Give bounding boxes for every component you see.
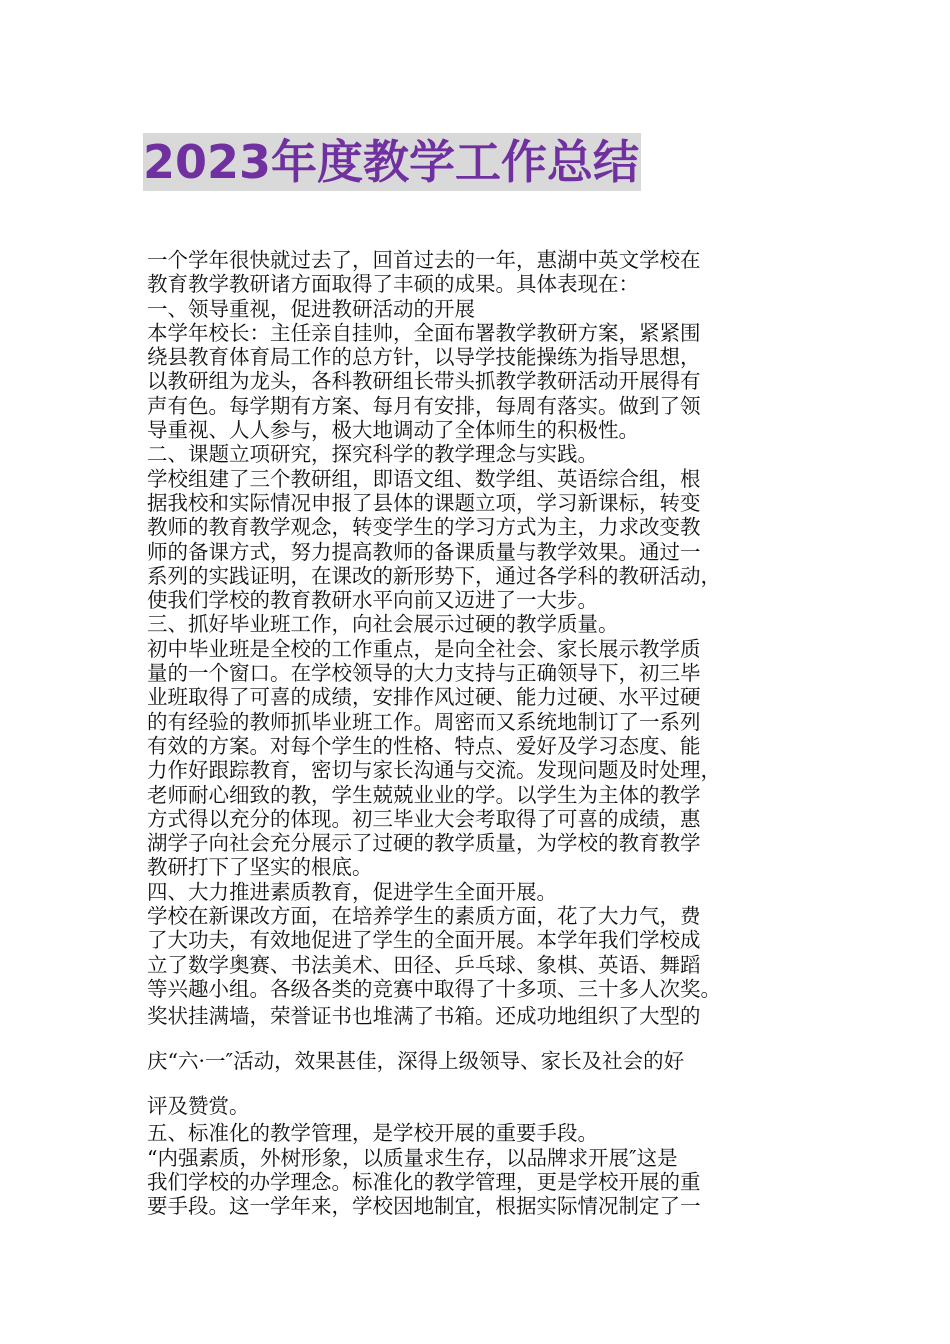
- paragraph-line: 要手段。这一学年来，学校因地制宜，根据实际情况制定了一: [147, 1194, 701, 1219]
- paragraph-line: 立了数学奥赛、书法美术、田径、乒乓球、象棋、英语、舞蹈: [147, 952, 701, 977]
- paragraph-line: 评及赞赏。: [147, 1094, 250, 1119]
- paragraph-line: 导重视、人人参与，极大地调动了全体师生的积极性。: [147, 418, 639, 443]
- title-highlight: [143, 133, 641, 191]
- paragraph-line: 师的备课方式，努力提高教师的备课质量与教学效果。通过一: [147, 539, 701, 564]
- paragraph-line: 据我校和实际情况申报了县体的课题立项，学习新课标，转变: [147, 490, 701, 515]
- paragraph-line: 奖状挂满墙，荣誉证书也堆满了书箱。还成功地组织了大型的: [147, 1004, 701, 1029]
- paragraph-line: 教育教学教研诸方面取得了丰硕的成果。具体表现在：: [147, 272, 639, 297]
- document-title: 2023年度教学工作总结: [143, 135, 640, 189]
- paragraph-line: 庆“六·一″活动，效果甚佳，深得上级领导、家长及社会的好: [147, 1049, 685, 1074]
- paragraph-line: 三、抓好毕业班工作，向社会展示过硬的教学质量。: [147, 612, 619, 637]
- paragraph-line: 学校在新课改方面，在培养学生的素质方面，花了大力气，费: [147, 904, 701, 929]
- paragraph-line: 学校组建了三个教研组，即语文组、数学组、英语综合组，根: [147, 466, 701, 491]
- paragraph-line: 湖学子向社会充分展示了过硬的教学质量，为学校的教育教学: [147, 831, 701, 856]
- paragraph-line: 一个学年很快就过去了，回首过去的一年，惠湖中英文学校在: [147, 248, 701, 272]
- paragraph-line: 初中毕业班是全校的工作重点，是向全社会、家长展示教学质: [147, 636, 701, 661]
- paragraph-line: 以教研组为龙头，各科教研组长带头抓教学教研活动开展得有: [147, 369, 701, 394]
- paragraph-line: 系列的实践证明，在课改的新形势下，通过各学科的教研活动，: [147, 563, 721, 588]
- paragraph-line: 等兴趣小组。各级各类的竞赛中取得了十多项、三十多人次奖。: [147, 976, 721, 1001]
- paragraph-line: 方式得以充分的体现。初三毕业大会考取得了可喜的成绩，惠: [147, 806, 701, 831]
- paragraph-line: 的有经验的教师抓毕业班工作。周密而又系统地制订了一系列: [147, 709, 701, 734]
- paragraph-line: 力作好跟踪教育，密切与家长沟通与交流。发现问题及时处理，: [147, 758, 721, 783]
- paragraph-line: 一、领导重视，促进教研活动的开展: [147, 296, 475, 321]
- paragraph-line: 绕县教育体育局工作的总方针，以导学技能操练为指导思想，: [147, 345, 701, 370]
- paragraph-line: 四、大力推进素质教育，促进学生全面开展。: [147, 879, 557, 904]
- paragraph-line: 我们学校的办学理念。标准化的教学管理，更是学校开展的重: [147, 1169, 701, 1194]
- paragraph-line: 使我们学校的教育教研水平向前又迈进了一大步。: [147, 588, 598, 613]
- document-body: [147, 248, 811, 1218]
- paragraph-line: 量的一个窗口。在学校领导的大力支持与正确领导下，初三毕: [147, 661, 701, 686]
- paragraph-line: 了大功夫，有效地促进了学生的全面开展。本学年我们学校成: [147, 928, 701, 953]
- paragraph-line: 五、标准化的教学管理，是学校开展的重要手段。: [147, 1121, 598, 1146]
- paragraph-line: 本学年校长：主任亲自挂帅，全面布署教学教研方案，紧紧围: [147, 320, 701, 345]
- paragraph-line: 教师的教育教学观念，转变学生的学习方式为主，力求改变教: [147, 515, 701, 540]
- paragraph-line: 教研打下了坚实的根底。: [147, 855, 373, 880]
- paragraph-line: 老师耐心细致的教，学生兢兢业业的学。以学生为主体的教学: [147, 782, 701, 807]
- paragraph-line: “内强素质，外树形象，以质量求生存，以品牌求开展″这是: [147, 1145, 678, 1170]
- paragraph-line: 二、课题立项研究，探究科学的教学理念与实践。: [147, 442, 598, 467]
- paragraph-line: 声有色。每学期有方案、每月有安排，每周有落实。做到了领: [147, 393, 701, 418]
- paragraph-line: 业班取得了可喜的成绩，安排作风过硬、能力过硬、水平过硬: [147, 685, 701, 710]
- paragraph-line: 有效的方案。对每个学生的性格、特点、爱好及学习态度、能: [147, 733, 701, 758]
